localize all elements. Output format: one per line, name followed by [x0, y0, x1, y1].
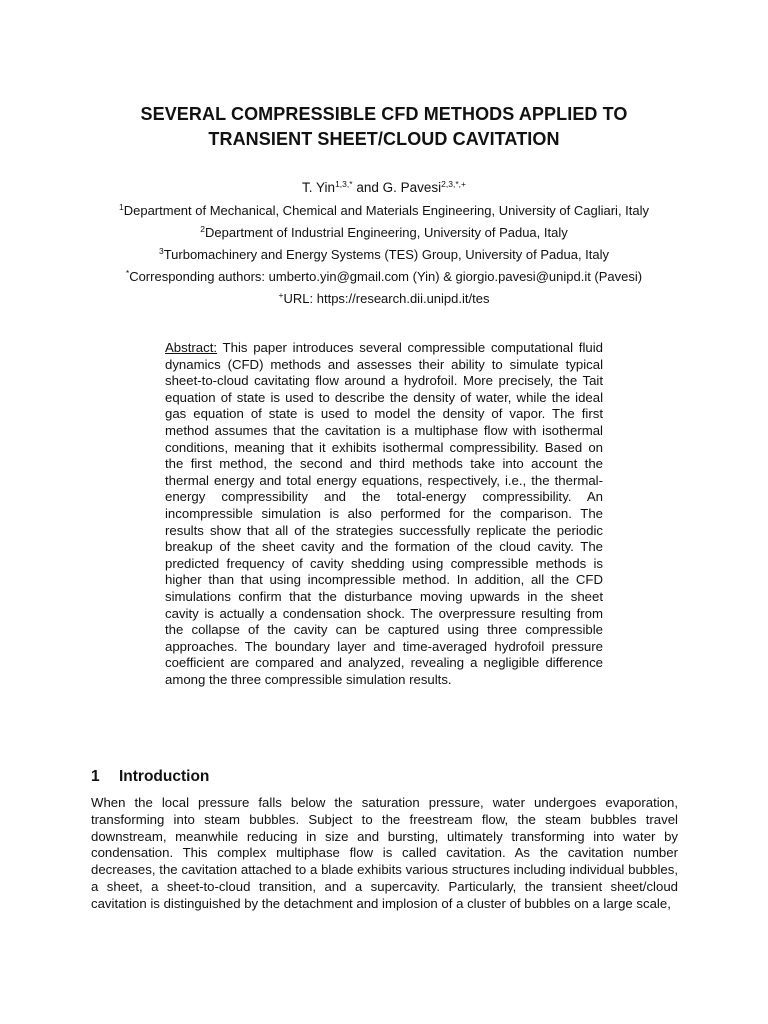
section-heading-introduction — [91, 767, 678, 787]
author-2: and G. Pavesi — [352, 180, 442, 195]
introduction-paragraph: When the local pressure falls below the saturation pressure, water undergoes evaporation, transforming into steam bubbles. Subject to the freestream flow, the steam bubbles travel downstream, meanwhile reducing in size and bursting, ultimately transforming into water by condensation. This complex multiphase flow is called cavitation. As the cavitation number decreases, the cavitation attached to a blade exhibits various structures including individual bubbles, a sheet, a sheet-to-cloud transition, and a supercavity. Particularly, the transient sheet/cloud cavitation is distinguished by the detachment and implosion of a cluster of bubbles on a large scale, — [91, 795, 678, 911]
affiliation-2 — [60, 225, 708, 241]
title-line-1: SEVERAL COMPRESSIBLE CFD METHODS APPLIED TO — [140, 104, 628, 124]
affiliation-1-text: Department of Mechanical, Chemical and Materials Engineering, University of Cagliari, Italy — [123, 203, 650, 218]
abstract-block — [165, 340, 603, 688]
abstract-label: Abstract: — [165, 340, 218, 355]
author-2-affiliation: 2,3,*,+ — [441, 179, 466, 189]
title-line-2: TRANSIENT SHEET/CLOUD CAVITATION — [208, 129, 560, 149]
corresponding-text: Corresponding authors: umberto.yin@gmail.com (Yin) & giorgio.pavesi@unipd.it (Pavesi) — [129, 269, 643, 284]
abstract-text: This paper introduces several compressible computational fluid dynamics (CFD) methods and assesses their ability to simulate typical sheet-to-cloud cavitating flow around a hydrofoil. More precisely, the Tait equation of state is used to describe the density of water, while the ideal gas equation of state is used to model the density of vapor. The first method assumes that the cavitation is a multiphase flow with isothermal conditions, meaning that it exhibits isothermal compressibility. Based on the first method, the second and third methods take into account the thermal energy and total energy equations, respectively, i.e., the thermal-energy compressibility and the total-energy compressibility. An incompressible simulation is also performed for the comparison. The results show that all of the strategies successfully replicate the periodic breakup of the sheet cavity and the formation of the cloud cavity. The predicted frequency of cavity shedding using compressible methods is higher than that using incompressible method. In addition, all the CFD simulations confirm that the disturbance moving upwards in the sheet cavity is actually a condensation shock. The overpressure resulting from the collapse of the cavity can be captured using three compressible approaches. The boundary layer and time-averaged hydrofoil pressure coefficient are compared and analyzed, revealing a negligible difference among the three compressible simulation results. — [165, 340, 603, 687]
affiliation-3 — [60, 247, 708, 263]
affiliation-3-mark: 3 — [158, 246, 164, 256]
affiliation-2-text: Department of Industrial Engineering, University of Padua, Italy — [204, 225, 568, 240]
corresponding-mark: * — [125, 268, 130, 278]
group-url — [60, 291, 708, 307]
affiliation-1-mark: 1 — [118, 202, 124, 212]
affiliation-3-text: Turbomachinery and Energy Systems (TES) Group, University of Padua, Italy — [163, 247, 610, 262]
affiliation-2-mark: 2 — [200, 224, 205, 234]
author-1: T. Yin — [302, 180, 336, 195]
url-mark: + — [278, 290, 284, 300]
author-1-affiliation: 1,3,* — [335, 179, 353, 189]
affiliation-1 — [60, 203, 708, 219]
corresponding-authors — [60, 269, 708, 285]
authors-line — [60, 180, 708, 196]
paper-title — [60, 102, 708, 152]
url-text: URL: https://research.dii.unipd.it/tes — [283, 291, 490, 306]
section-title: Introduction — [119, 768, 210, 785]
section-number: 1 — [91, 768, 100, 785]
